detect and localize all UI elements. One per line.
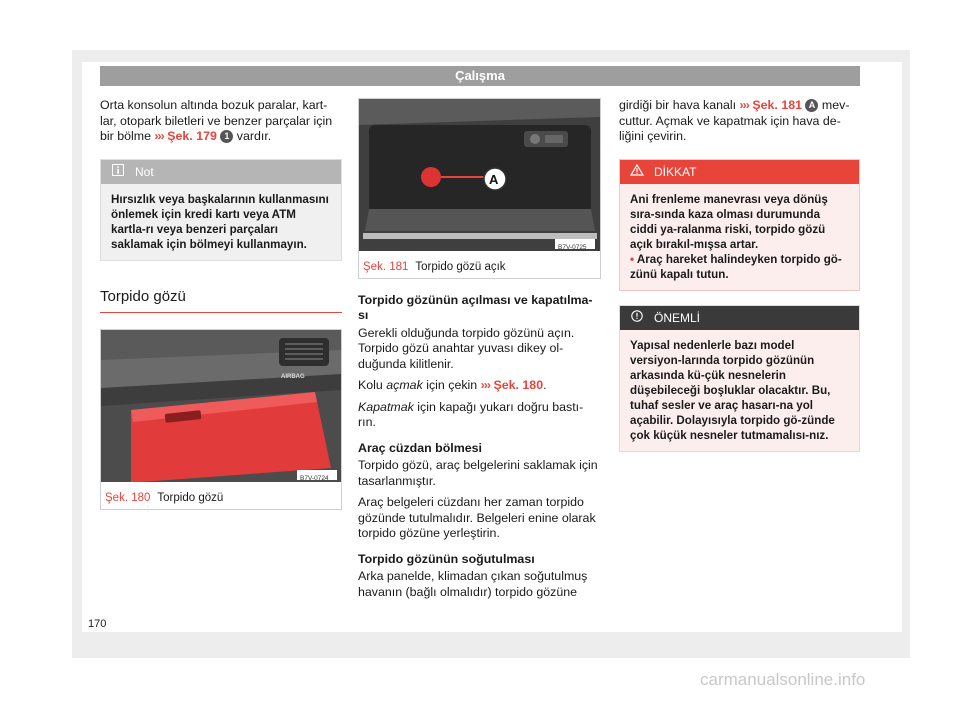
reference-arrows: ››› xyxy=(154,129,164,143)
paragraph: Arka panelde, klimadan çıkan soğutulmuş havanın (bağlı olmalıdır) torpido gözüne xyxy=(358,569,588,599)
note-header: Not xyxy=(101,160,341,184)
figure-caption: Şek. 180 Torpido gözü xyxy=(105,491,224,504)
figure-link[interactable]: Şek. 181 xyxy=(752,98,802,112)
note-box xyxy=(100,159,342,261)
info-icon xyxy=(111,161,125,185)
figure-link[interactable]: Şek. 179 xyxy=(167,129,217,143)
figure-number: Şek. 181 xyxy=(363,260,409,273)
glovebox-closed-illustration xyxy=(101,330,341,487)
figure-180 xyxy=(100,329,342,510)
callout-marker: 1 xyxy=(220,130,233,143)
page-number: 170 xyxy=(88,618,107,630)
section-title: Torpido gözü xyxy=(100,289,342,314)
paragraph: girdiği bir hava kanalı ››› Şek. 181 A mev-cuttur. Açmak ve kapatmak için hava de-liğini çevirin. xyxy=(619,98,850,143)
column-left xyxy=(100,98,342,510)
callout-letter: A xyxy=(489,172,499,187)
bullet-marker: • xyxy=(630,252,635,266)
glovebox-open-illustration xyxy=(359,99,600,256)
column-right xyxy=(619,98,860,452)
warning-box xyxy=(619,159,860,291)
subheading-opening: Torpido gözünün açılması ve kapatılma-sı xyxy=(358,292,593,322)
notice-header: ÖNEMLİ xyxy=(620,306,859,330)
notice-box xyxy=(619,305,860,452)
exclamation-circle-icon xyxy=(630,307,644,331)
warning-triangle-icon xyxy=(630,161,644,185)
page-header: Çalışma xyxy=(100,66,860,86)
figure-number: Şek. 180 xyxy=(105,491,151,504)
reference-arrows: ››› xyxy=(480,378,491,392)
intro-paragraph: Orta konsolun altında bozuk paralar, kart-lar, otopark biletleri ve benzer parçalar için bir bölme ››› Şek. 179 1 vardır. xyxy=(100,98,333,143)
reference-arrows: ››› xyxy=(739,98,749,112)
warning-body: Ani frenleme manevrası veya dönüş sıra-sında kaza olması durumunda ciddi ya-ralanma riski, torpido gözü açık bırakıl-mışsa artar. • Araç hareket halindeyken torpido gö-zünü kapalı tutun. xyxy=(630,192,842,281)
column-middle xyxy=(358,98,601,606)
figure-code: B7V-0725 xyxy=(558,244,587,251)
figure-code: B7V-0724 xyxy=(300,475,329,482)
note-body: Hırsızlık veya başkalarının kullanmasını önlemek için kredi kartı veya ATM kartla-rı veya benzeri parçaları saklamak için bölmeyi kullanmayın. xyxy=(111,192,329,251)
callout-marker: A xyxy=(805,99,818,112)
subheading-cooling: Torpido gözünün soğutulması xyxy=(358,551,535,566)
subheading-wallet: Araç cüzdan bölmesi xyxy=(358,440,482,455)
paragraph: Gerekli olduğunda torpido gözünü açın. Torpido gözü anahtar yuvası dikey ol-duğunda kilitlenir. xyxy=(358,325,575,371)
figure-caption: Şek. 181 Torpido gözü açık xyxy=(363,260,506,273)
figure-181 xyxy=(358,98,601,279)
notice-body: Yapısal nedenlerle bazı model versiyon-larında torpido gözünün arkasında kü-çük nesnelerin düşebileceği boşluklar olacaktır. Bu, tuhaf sesler ve araç hasarı-na yol açabilir. Dolayısıyla torpido gö-zünde çok küçük nesneler tutmamalısı-nız. xyxy=(630,338,835,442)
paragraph: Torpido gözü, araç belgelerini saklamak için tasarlanmıştır. xyxy=(358,458,598,488)
airbag-label: AIRBAG xyxy=(281,374,305,380)
paragraph: Araç belgeleri cüzdanı her zaman torpido gözünde tutulmalıdır. Belgeleri enine olarak torpido gözüne yerleştirin. xyxy=(358,495,596,540)
paragraph: Kapatmak için kapağı yukarı doğru bastı-rın. xyxy=(358,399,584,429)
watermark: carmanualsonline.info xyxy=(700,670,866,689)
figure-link[interactable]: Şek. 180 xyxy=(493,378,544,392)
paragraph: Kolu açmak için çekin ››› Şek. 180. xyxy=(358,378,547,392)
warning-header: DİKKAT xyxy=(620,160,859,184)
